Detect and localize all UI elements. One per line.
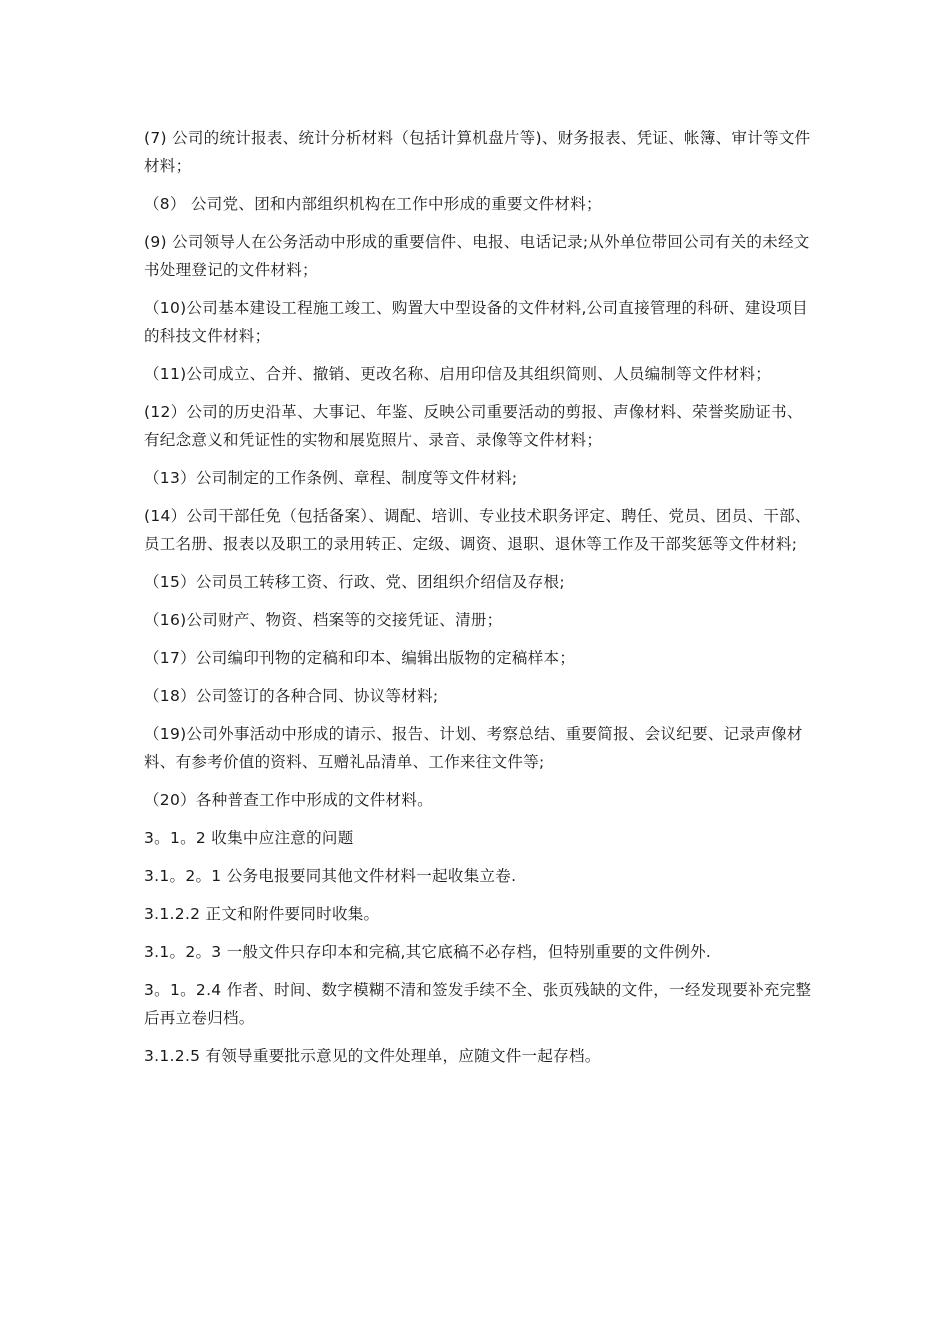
clause-3-1-2-4: 3。1。2.4 作者、时间、数字模糊不清和签发手续不全、张页残缺的文件，一经发现要补充完整后再立卷归档。 <box>144 981 812 1027</box>
clause-3-1-2-5: 3.1.2.5 有领导重要批示意见的文件处理单，应随文件一起存档。 <box>144 1047 601 1065</box>
paragraph-item-8: （8） 公司党、团和内部组织机构在工作中形成的重要文件材料； <box>144 195 602 213</box>
paragraph-item-11: （11)公司成立、合并、撤销、更改名称、启用印信及其组织简则、人员编制等文件材料； <box>144 365 772 383</box>
paragraph-item-14: (14）公司干部任免（包括备案）、调配、培训、专业技术职务评定、聘任、党员、团员、干部、员工名册、报表以及职工的录用转正、定级、调资、退职、退休等工作及干部奖惩等文件材料; <box>144 507 811 553</box>
paragraph-item-15: （15）公司员工转移工资、行政、党、团组织介绍信及存根; <box>144 573 565 591</box>
clause-3-1-2-2: 3.1.2.2 正文和附件要同时收集。 <box>144 905 380 923</box>
paragraph-item-17: （17）公司编印刊物的定稿和印本、编辑出版物的定稿样本； <box>144 649 576 667</box>
paragraph-item-16: （16)公司财产、物资、档案等的交接凭证、清册； <box>144 611 503 629</box>
paragraph-item-13: （13）公司制定的工作条例、章程、制度等文件材料; <box>144 469 518 487</box>
paragraph-item-18: （18）公司签订的各种合同、协议等材料; <box>144 687 439 705</box>
section-heading-3-1-2: 3。1。2 收集中应注意的问题 <box>144 829 354 847</box>
paragraph-item-7: (7) 公司的统计报表、统计分析材料（包括计算机盘片等)、财务报表、凭证、帐簿、审计等文件材料； <box>144 129 811 175</box>
clause-3-1-2-1: 3.1。2。1 公务电报要同其他文件材料一起收集立卷. <box>144 867 517 885</box>
paragraph-item-12: (12）公司的历史沿革、大事记、年鉴、反映公司重要活动的剪报、声像材料、荣誉奖励证书、有纪念意义和凭证性的实物和展览照片、录音、录像等文件材料； <box>144 403 803 449</box>
paragraph-item-10: （10)公司基本建设工程施工竣工、购置大中型设备的文件材料,公司直接管理的科研、建设项目的科技文件材料； <box>144 299 808 345</box>
paragraph-item-9: (9) 公司领导人在公务活动中形成的重要信件、电报、电话记录;从外单位带回公司有关的未经文书处理登记的文件材料； <box>144 233 810 279</box>
paragraph-item-19: （19)公司外事活动中形成的请示、报告、计划、考察总结、重要简报、会议纪要、记录声像材料、有参考价值的资料、互赠礼品清单、工作来往文件等; <box>144 725 803 771</box>
document-body <box>144 124 812 1080</box>
clause-3-1-2-3: 3.1。2。3 一般文件只存印本和完稿,其它底稿不必存档，但特别重要的文件例外. <box>144 943 712 961</box>
paragraph-item-20: （20）各种普查工作中形成的文件材料。 <box>144 791 433 809</box>
